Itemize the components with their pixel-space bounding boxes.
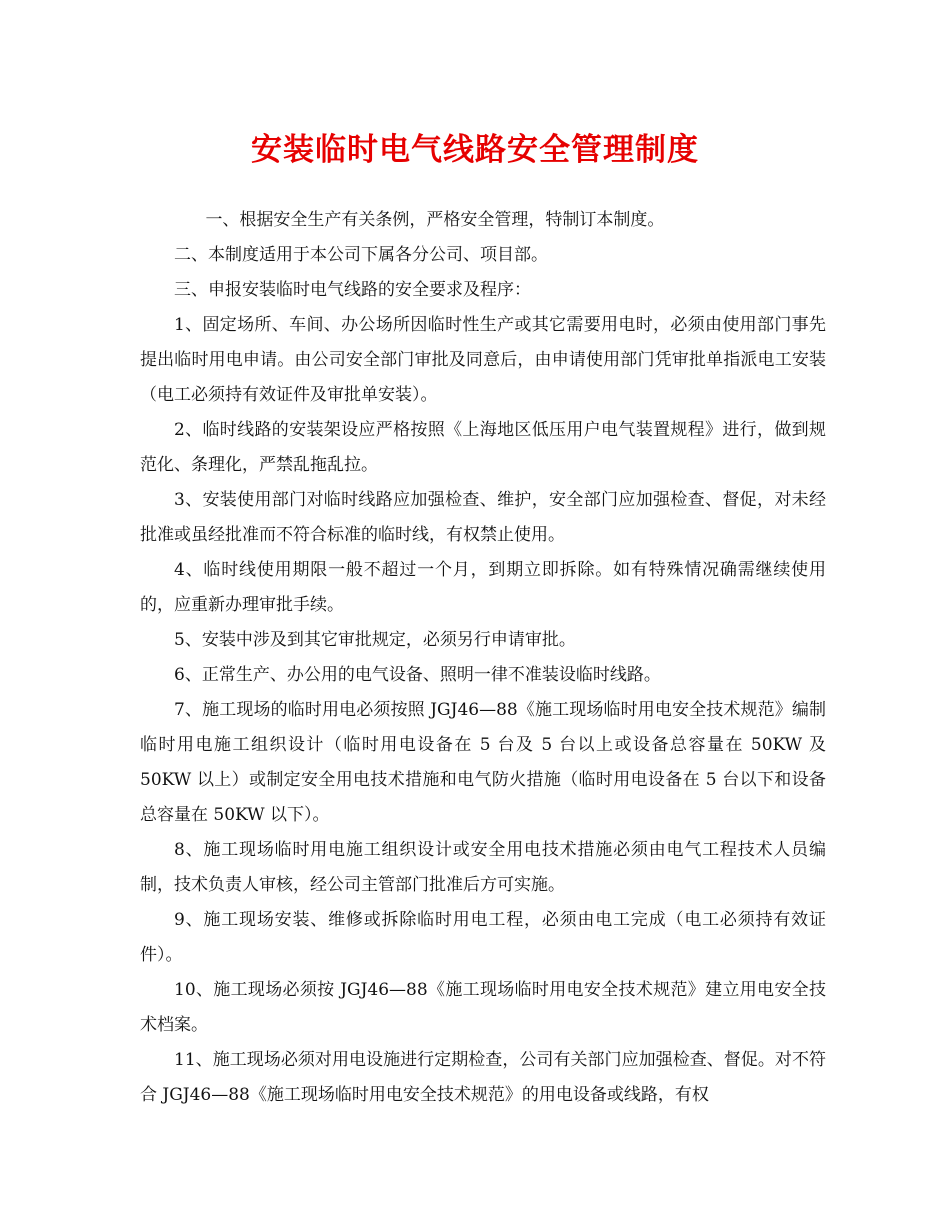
paragraph-12: 9、施工现场安装、维修或拆除临时用电工程，必须由电工完成（电工必须持有效证件）。 bbox=[140, 910, 826, 965]
paragraph-1: 一、根据安全生产有关条例，严格安全管理，特制订本制度。 bbox=[205, 210, 665, 230]
paragraph-6: 3、安装使用部门对临时线路应加强检查、维护，安全部门应加强检查、督促，对未经批准或虽经批准而不符合标准的临时线，有权禁止使用。 bbox=[140, 490, 826, 545]
paragraph-13: 10、施工现场必须按 JGJ46—88《施工现场临时用电安全技术规范》建立用电安全技术档案。 bbox=[140, 980, 826, 1035]
document-title: 安装临时电气线路安全管理制度 bbox=[251, 132, 699, 168]
paragraph-8: 5、安装中涉及到其它审批规定，必须另行申请审批。 bbox=[174, 630, 576, 650]
paragraph-4: 1、固定场所、车间、办公场所因临时性生产或其它需要用电时，必须由使用部门事先提出临时用电申请。由公司安全部门审批及同意后，由申请使用部门凭审批单指派电工安装（电工必须持有效证件及审批单安装）。 bbox=[140, 315, 826, 405]
paragraph-11: 8、施工现场临时用电施工组织设计或安全用电技术措施必须由电气工程技术人员编制，技术负责人审核，经公司主管部门批准后方可实施。 bbox=[140, 840, 826, 895]
paragraph-3: 三、申报安装临时电气线路的安全要求及程序： bbox=[174, 280, 531, 300]
paragraph-14: 11、施工现场必须对用电设施进行定期检查，公司有关部门应加强检查、督促。对不符合 JGJ46—88《施工现场临时用电安全技术规范》的用电设备或线路，有权 bbox=[140, 1050, 826, 1105]
paragraph-2: 二、本制度适用于本公司下属各分公司、项目部。 bbox=[174, 245, 548, 265]
document-body bbox=[140, 203, 826, 1113]
paragraph-9: 6、正常生产、办公用的电气设备、照明一律不准装设临时线路。 bbox=[174, 665, 661, 685]
paragraph-7: 4、临时线使用期限一般不超过一个月，到期立即拆除。如有特殊情况确需继续使用的，应重新办理审批手续。 bbox=[140, 560, 826, 615]
paragraph-5: 2、临时线路的安装架设应严格按照《上海地区低压用户电气装置规程》进行，做到规范化、条理化，严禁乱拖乱拉。 bbox=[140, 420, 826, 475]
paragraph-10: 7、施工现场的临时用电必须按照 JGJ46—88《施工现场临时用电安全技术规范》编制临时用电施工组织设计（临时用电设备在 5 台及 5 台以上或设备总容量在 50KW 及 50KW 以上）或制定安全用电技术措施和电气防火措施（临时用电设备在 5 台以下和设备总容量在 50KW 以下）。 bbox=[140, 700, 826, 825]
